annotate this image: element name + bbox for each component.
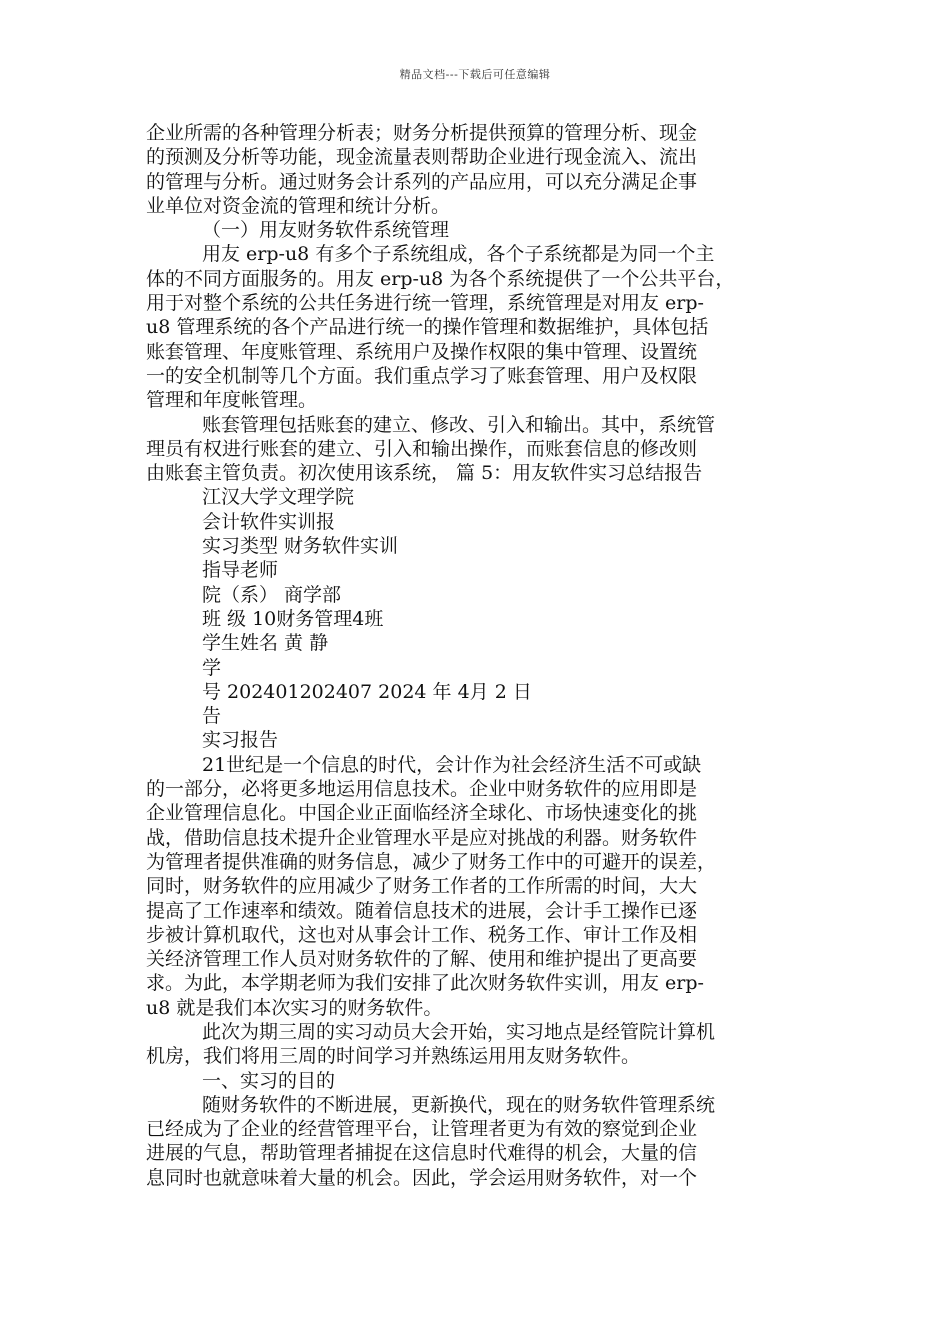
text-line: 会计软件实训报 bbox=[202, 510, 336, 533]
text-line: 实习报告 bbox=[202, 729, 279, 752]
text-line: 号 202401202407 2024 年 4月 2 日 bbox=[202, 680, 532, 703]
text-line: 理员有权进行账套的建立、引入和输出操作，而账套信息的修改则 bbox=[146, 437, 698, 460]
text-line: 告 bbox=[202, 705, 222, 728]
text-line: 战，借助信息技术提升企业管理水平是应对挑战的利器。财务软件 bbox=[146, 826, 698, 849]
text-line: 由账套主管负责。初次使用该系统， 篇 5：用友软件实习总结报告 bbox=[146, 462, 703, 485]
text-line: 求。为此，本学期老师为我们安排了此次财务软件实训，用友 erp- bbox=[146, 972, 704, 995]
text-line: 机房，我们将用三周的时间学习并熟练运用用友财务软件。 bbox=[146, 1045, 641, 1068]
text-line: 学 bbox=[202, 656, 222, 679]
text-line: 步被计算机取代，这也对从事会计工作、税务工作、审计工作及相 bbox=[146, 923, 698, 946]
text-line: 一的安全机制等几个方面。我们重点学习了账套管理、用户及权限 bbox=[146, 364, 698, 387]
text-line: 账套管理包括账套的建立、修改、引入和输出。其中，系统管 bbox=[202, 413, 716, 436]
text-line: 学生姓名 黄 静 bbox=[202, 632, 329, 655]
text-line: 实习类型 财务软件实训 bbox=[202, 535, 399, 558]
text-line: 已经成为了企业的经营管理平台，让管理者更为有效的察觉到企业 bbox=[146, 1118, 698, 1141]
text-line: 江汉大学文理学院 bbox=[202, 486, 355, 509]
text-line: 账套管理、年度账管理、系统用户及操作权限的集中管理、设置统 bbox=[146, 340, 698, 363]
text-line: 21世纪是一个信息的时代，会计作为社会经济生活不可或缺 bbox=[202, 753, 702, 776]
text-line: 的管理与分析。通过财务会计系列的产品应用，可以充分满足企事 bbox=[146, 170, 698, 193]
text-line: 用友 erp-u8 有多个子系统组成，各个子系统都是为同一个主 bbox=[202, 243, 715, 266]
text-line: 班 级 10财务管理4班 bbox=[202, 607, 384, 630]
text-line: 指导老师 bbox=[202, 559, 279, 582]
text-line: 进展的气息，帮助管理者捕捉在这信息时代难得的机会，大量的信 bbox=[146, 1142, 698, 1165]
text-line: 息同时也就意味着大量的机会。因此，学会运用财务软件，对一个 bbox=[146, 1166, 698, 1189]
text-line: 企业所需的各种管理分析表；财务分析提供预算的管理分析、现金 bbox=[146, 122, 698, 144]
text-line: 提高了工作速率和绩效。随着信息技术的进展，会计手工操作已逐 bbox=[146, 899, 698, 922]
text-line: 关经济管理工作人员对财务软件的了解、使用和维护提出了更高要 bbox=[146, 948, 698, 971]
text-line: 企业管理信息化。中国企业正面临经济全球化、市场快速变化的挑 bbox=[146, 802, 698, 825]
text-line: 此次为期三周的实习动员大会开始，实习地点是经管院计算机 bbox=[202, 1020, 716, 1043]
text-line: 的一部分，必将更多地运用信息技术。企业中财务软件的应用即是 bbox=[146, 778, 698, 801]
text-line: 一、实习的目的 bbox=[202, 1069, 336, 1092]
text-line: 同时，财务软件的应用减少了财务工作者的工作所需的时间，大大 bbox=[146, 875, 698, 898]
text-line: u8 就是我们本次实习的财务软件。 bbox=[146, 996, 443, 1019]
text-line: 院（系） 商学部 bbox=[202, 583, 342, 606]
text-line: 体的不同方面服务的。用友 erp-u8 为各个系统提供了一个公共平台， bbox=[146, 267, 735, 290]
document-body bbox=[146, 121, 806, 1190]
text-line: u8 管理系统的各个产品进行统一的操作管理和数据维护，具体包括 bbox=[146, 316, 709, 339]
text-line: （一）用友财务软件系统管理 bbox=[202, 219, 450, 242]
text-line: 的预测及分析等功能，现金流量表则帮助企业进行现金流入、流出 bbox=[146, 146, 698, 169]
text-line: 为管理者提供准确的财务信息，减少了财务工作中的可避开的误差， bbox=[146, 850, 717, 873]
text-line: 业单位对资金流的管理和统计分析。 bbox=[146, 194, 451, 217]
text-line: 随财务软件的不断进展，更新换代，现在的财务软件管理系统 bbox=[202, 1093, 716, 1116]
text-line: 用于对整个系统的公共任务进行统一管理，系统管理是对用友 erp- bbox=[146, 292, 704, 315]
text-line: 管理和年度帐管理。 bbox=[146, 389, 318, 412]
page-header: 精品文档---下载后可任意编辑 bbox=[399, 68, 551, 81]
